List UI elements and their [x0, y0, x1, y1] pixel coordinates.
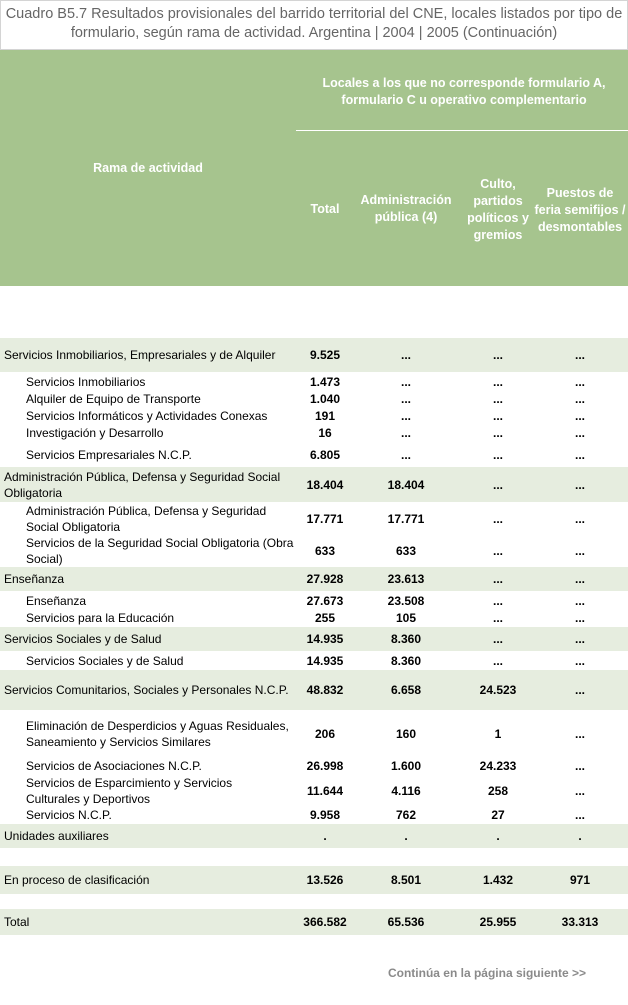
- cell-admin: 23.613: [387, 572, 425, 586]
- row-label: En proceso de clasificación: [4, 873, 150, 887]
- table-title: Cuadro B5.7 Resultados provisionales del barrido territorial del CNE, locales listados por tipo de formulario, según rama de actividad. Argentina | 2004 | 2005 (Continuación): [0, 0, 628, 50]
- row-label: Servicios Empresariales N.C.P.: [26, 448, 192, 462]
- cell-culto: ...: [492, 610, 503, 625]
- cell-total: 206: [314, 727, 336, 741]
- cell-puestos: ...: [574, 632, 585, 646]
- row-label: Servicios Comunitarios, Sociales y Personales N.C.P.: [4, 683, 289, 697]
- cell-total: 633: [314, 544, 336, 558]
- cell-admin: 8.501: [390, 873, 422, 887]
- cell-total: 6.805: [309, 448, 341, 462]
- row-label: Servicios para la Educación: [26, 610, 175, 625]
- table-row: [0, 567, 628, 591]
- cell-total: 27.928: [306, 572, 344, 586]
- cell-admin: 65.536: [387, 915, 425, 929]
- cell-culto: ...: [492, 632, 503, 646]
- cell-admin: 18.404: [387, 477, 425, 492]
- cell-puestos: ...: [574, 593, 585, 608]
- cell-puestos: ...: [574, 610, 585, 625]
- cell-total: 16: [318, 425, 332, 440]
- cell-puestos: .: [578, 829, 582, 843]
- row-label: Servicios de Esparcimiento y Servicios Culturales y Deportivos: [26, 776, 233, 806]
- table-row: [0, 652, 628, 669]
- header-group: Locales a los que no corresponde formulario A, formulario C u operativo complementario: [322, 76, 606, 107]
- cell-total: 26.998: [306, 759, 344, 773]
- cell-culto: ...: [492, 544, 503, 558]
- cell-culto: 1: [494, 727, 502, 741]
- row-label: Administración Pública, Defensa y Seguridad Social Obligatoria: [4, 469, 281, 500]
- cell-culto: ...: [492, 448, 503, 462]
- cell-culto: ...: [492, 425, 503, 440]
- row-label: Servicios Inmobiliarios, Empresariales y de Alquiler: [4, 348, 276, 362]
- row-label: Total: [4, 915, 30, 929]
- cell-puestos: ...: [574, 512, 585, 526]
- cell-total: 13.526: [306, 873, 344, 887]
- row-label: Investigación y Desarrollo: [26, 425, 164, 440]
- header-separator: [296, 130, 628, 131]
- cell-admin: ...: [400, 348, 411, 362]
- row-label: Administración Pública, Defensa y Seguridad Social Obligatoria: [26, 504, 267, 534]
- cell-puestos: ...: [574, 391, 585, 406]
- cell-admin: 105: [395, 610, 417, 625]
- table-row: [0, 467, 628, 502]
- table-row: [0, 909, 628, 935]
- cell-admin: 762: [395, 807, 417, 822]
- cell-total: 191: [314, 408, 336, 423]
- header-col-admin: Administración pública (4): [360, 193, 452, 224]
- cell-total: 27.673: [306, 593, 344, 608]
- cell-total: 11.644: [306, 784, 344, 798]
- table-row: [0, 775, 628, 807]
- header-col-culto: Culto, partidos políticos y gremios: [467, 177, 529, 242]
- cell-culto: ...: [492, 572, 503, 586]
- cell-admin: .: [404, 829, 408, 843]
- continue-link[interactable]: Continúa en la página siguiente >>: [387, 966, 586, 980]
- cell-admin: ...: [400, 448, 411, 462]
- table-row: [0, 866, 628, 894]
- row-label: Servicios N.C.P.: [26, 807, 112, 822]
- cell-puestos: ...: [574, 348, 585, 362]
- table-header: [0, 50, 628, 286]
- cell-puestos: 33.313: [561, 915, 599, 929]
- cell-total: .: [323, 829, 327, 843]
- cell-admin: ...: [400, 425, 411, 440]
- cell-admin: 6.658: [390, 683, 422, 697]
- row-label: Servicios de Asociaciones N.C.P.: [26, 759, 202, 773]
- cell-culto: ...: [492, 374, 503, 389]
- cell-puestos: 971: [569, 873, 591, 887]
- cell-puestos: ...: [574, 572, 585, 586]
- cell-culto: ...: [492, 348, 503, 362]
- cell-total: 1.473: [309, 374, 341, 389]
- table-row: [0, 716, 628, 752]
- cell-culto: ...: [492, 593, 503, 608]
- cell-puestos: ...: [574, 408, 585, 423]
- cell-culto: ...: [492, 512, 503, 526]
- cell-culto: 24.233: [479, 759, 517, 773]
- cell-admin: 4.116: [391, 784, 421, 798]
- cell-admin: ...: [400, 408, 411, 423]
- cell-culto: 24.523: [479, 683, 517, 697]
- cell-total: 1.040: [309, 391, 341, 406]
- cell-admin: ...: [400, 374, 411, 389]
- table-row: [0, 609, 628, 626]
- cell-admin: 160: [395, 727, 417, 741]
- cell-admin: ...: [400, 391, 411, 406]
- cell-puestos: ...: [574, 727, 585, 741]
- table-row: [0, 535, 628, 567]
- cell-culto: 25.955: [479, 915, 517, 929]
- table-row: [0, 824, 628, 848]
- table-row: [0, 627, 628, 651]
- cell-total: 48.832: [306, 683, 344, 697]
- cell-puestos: ...: [574, 807, 585, 822]
- cell-total: 14.935: [306, 653, 344, 668]
- cell-total: 9.958: [309, 807, 341, 822]
- table-row: [0, 503, 628, 535]
- cell-puestos: ...: [574, 653, 585, 668]
- cell-puestos: ...: [574, 374, 585, 389]
- row-label: Unidades auxiliares: [4, 829, 109, 843]
- cell-puestos: ...: [574, 683, 585, 697]
- table-row: [0, 757, 628, 775]
- row-label: Enseñanza: [26, 593, 87, 608]
- cell-puestos: ...: [574, 425, 585, 440]
- table-row: [0, 424, 628, 441]
- cell-total: 14.935: [306, 632, 344, 646]
- cell-admin: 23.508: [387, 593, 425, 608]
- table-row: [0, 390, 628, 407]
- header-col-puestos: Puestos de feria semifijos / desmontables: [534, 185, 626, 234]
- table-row: [0, 670, 628, 710]
- cell-total: 255: [314, 610, 336, 625]
- cell-admin: 8.360: [390, 632, 422, 646]
- table-row: [0, 407, 628, 424]
- table-row: [0, 806, 628, 823]
- row-label: Servicios Sociales y de Salud: [26, 653, 184, 668]
- table-row: [0, 338, 628, 372]
- cell-culto: ...: [492, 653, 503, 668]
- cell-culto: 1.432: [482, 873, 514, 887]
- header-rama: Rama de actividad: [93, 160, 203, 175]
- cell-puestos: ...: [574, 544, 585, 558]
- header-col-total: Total: [310, 201, 340, 216]
- cell-puestos: ...: [574, 448, 585, 462]
- cell-admin: 1.600: [390, 759, 422, 773]
- row-label: Servicios de la Seguridad Social Obligatoria (Obra Social): [26, 536, 294, 566]
- cell-total: 17.771: [306, 512, 344, 526]
- row-label: Enseñanza: [4, 572, 65, 586]
- cell-culto: 27: [491, 807, 505, 822]
- cell-culto: ...: [492, 408, 503, 423]
- row-label: Eliminación de Desperdicios y Aguas Residuales, Saneamiento y Servicios Similares: [26, 719, 289, 749]
- cell-admin: 17.771: [387, 512, 425, 526]
- table-row: [0, 373, 628, 390]
- cell-admin: 633: [395, 544, 417, 558]
- cell-culto: .: [496, 829, 500, 843]
- cell-puestos: ...: [574, 477, 585, 492]
- table-row: [0, 592, 628, 609]
- cell-admin: 8.360: [390, 653, 422, 668]
- cell-puestos: ...: [574, 759, 585, 773]
- cell-total: 9.525: [309, 348, 341, 362]
- cell-culto: ...: [492, 477, 503, 492]
- row-label: Servicios Sociales y de Salud: [4, 632, 162, 646]
- row-label: Servicios Inmobiliarios: [26, 374, 146, 389]
- cell-puestos: ...: [574, 784, 585, 798]
- row-label: Servicios Informáticos y Actividades Conexas: [26, 408, 268, 423]
- cell-total: 366.582: [303, 915, 347, 929]
- cell-culto: 258: [487, 784, 509, 798]
- cell-total: 18.404: [306, 477, 344, 492]
- row-label: Alquiler de Equipo de Transporte: [26, 391, 201, 406]
- table-row: [0, 444, 628, 466]
- cell-culto: ...: [492, 391, 503, 406]
